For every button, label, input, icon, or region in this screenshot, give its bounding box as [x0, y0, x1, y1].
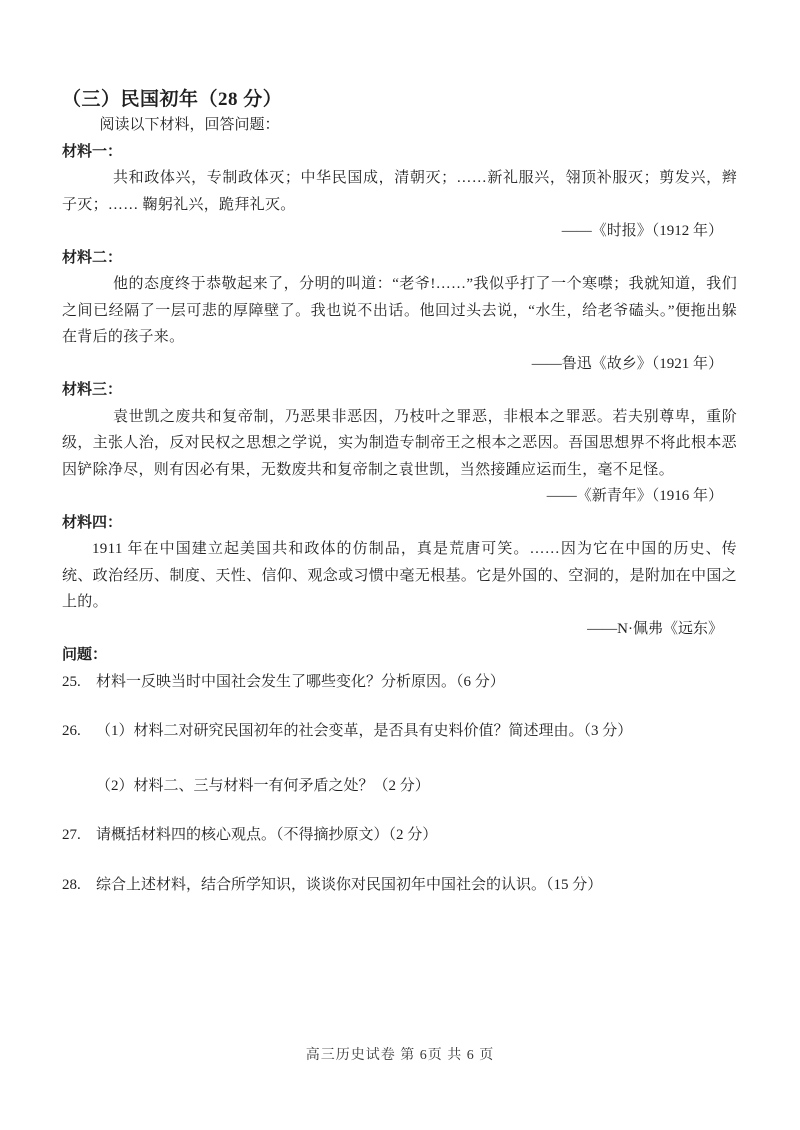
material-3 [62, 377, 737, 510]
material-2-source: ——鲁迅《故乡》（1921 年） [531, 355, 723, 372]
material-1-text: 共和政体兴，专制政体灭；中华民国成，清朝灭；……新礼服兴，翎顶补服灭；剪发兴，辫子灭；…… 鞠躬礼兴，跪拜礼灭。 [62, 170, 737, 213]
material-4-text: 1911 年在中国建立起美国共和政体的仿制品，真是荒唐可笑。……因为它在中国的历史、传统、政治经历、制度、天性、信仰、观念或习惯中毫无根基。它是外国的、空洞的，是附加在中国之上的。 [62, 541, 737, 610]
material-1 [62, 139, 737, 245]
page-footer: 高三历史试卷 第 6页 共 6 页 [305, 1048, 495, 1063]
question-26-part-1 [62, 718, 737, 745]
material-3-label: 材料三： [62, 382, 123, 398]
material-3-text: 袁世凯之废共和复帝制，乃恶果非恶因，乃枝叶之罪恶，非根本之罪恶。若夫别尊卑，重阶级，主张人治，反对民权之思想之学说，实为制造专制帝王之根本之恶因。吾国思想界不将此根本恶因铲除净尽，则有因必有果，无数废共和复帝制之袁世凯，当然接踵应运而生，毫不足怪。 [62, 408, 737, 478]
material-2 [62, 245, 737, 378]
question-26-part-2 [62, 773, 737, 800]
material-2-label: 材料二： [62, 249, 123, 266]
question-27-number: 27. [62, 827, 81, 843]
intro-line: 阅读以下材料，回答问题： [99, 117, 280, 133]
question-28-text: 综合上述材料，结合所学知识，谈谈你对民国初年中国社会的认识。（15 分） [96, 876, 603, 893]
question-26-part-1-text: （1）材料二对研究民国初年的社会变革，是否具有史料价值？简述理由。（3 分） [96, 723, 633, 739]
material-2-text: 他的态度终于恭敬起来了，分明的叫道：“老爷!……”我似乎打了一个寒噤；我就知道，我们之间已经隔了一层可悲的厚障壁了。我也说不出话。他回过头去说，“水生，给老爷磕头。”便拖出躲在背后的孩子来。 [62, 276, 737, 345]
question-28 [62, 872, 737, 899]
question-25-number: 25. [62, 673, 81, 690]
question-26-number: 26. [62, 723, 81, 739]
section-title: （三）民国初年（28 分） [62, 89, 283, 110]
material-1-label: 材料一： [62, 143, 123, 160]
question-26-part-2-text: （2）材料二、三与材料一有何矛盾之处？（2 分） [96, 777, 430, 794]
material-4 [62, 510, 737, 643]
material-3-source: ——《新青年》（1916 年） [546, 488, 723, 504]
question-27-text: 请概括材料四的核心观点。（不得摘抄原文）（2 分） [96, 827, 438, 843]
material-4-source: ——N·佩弗《远东》 [587, 620, 723, 637]
question-27 [62, 822, 737, 849]
material-4-label: 材料四： [62, 514, 123, 531]
question-25-text: 材料一反映当时中国社会发生了哪些变化？分析原因。（6 分） [96, 673, 505, 690]
questions-heading: 问题： [62, 647, 108, 663]
question-25 [62, 669, 737, 696]
question-28-number: 28. [62, 876, 81, 893]
material-1-source: ——《时报》（1912 年） [561, 223, 723, 239]
